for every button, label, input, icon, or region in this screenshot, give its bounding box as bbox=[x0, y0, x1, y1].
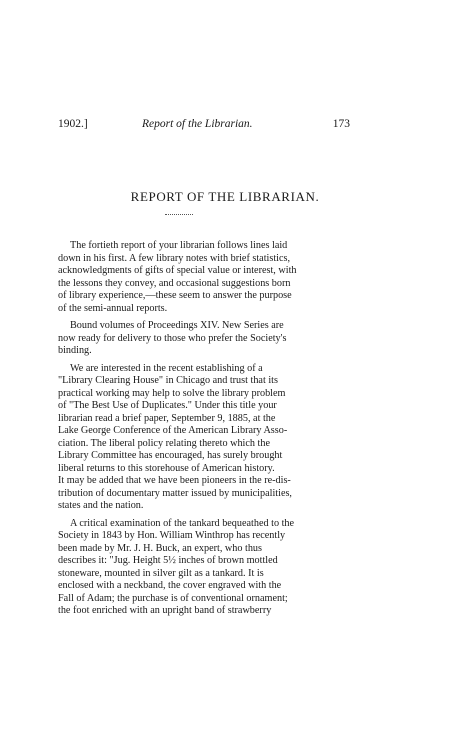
text-line: the lessons they convey, and occasional suggestions born bbox=[58, 277, 291, 289]
running-head-title: Report of the Librarian. bbox=[142, 118, 253, 130]
paragraph bbox=[58, 320, 350, 358]
page-title: REPORT OF THE LIBRARIAN. bbox=[130, 189, 320, 204]
text-line: practical working may help to solve the library problem bbox=[58, 387, 286, 399]
paragraph bbox=[58, 363, 350, 513]
title-divider bbox=[165, 214, 193, 215]
text-line: liberal returns to this storehouse of American history. bbox=[58, 462, 275, 474]
text-line: of "The Best Use of Duplicates." Under this title your bbox=[58, 400, 277, 411]
text-line: It may be added that we have been pioneers in the re-dis- bbox=[58, 475, 291, 486]
text-line: acknowledgments of gifts of special value or interest, with bbox=[58, 265, 297, 276]
page-number: 173 bbox=[332, 118, 350, 130]
text-line: of the semi-annual reports. bbox=[58, 302, 168, 314]
text-line: describes it: "Jug. Height 5½ inches of brown mottled bbox=[58, 555, 278, 566]
text-line: of library experience,—these seem to answer the purpose bbox=[58, 290, 292, 301]
text-line: Fall of Adam; the purchase is of conventional ornament; bbox=[58, 592, 288, 604]
text-line: Lake George Conference of the American Library Asso- bbox=[58, 425, 288, 436]
paragraph bbox=[58, 240, 350, 315]
text-line: A critical examination of the tankard bequeathed to the bbox=[70, 517, 295, 529]
text-line: We are interested in the recent establishing of a bbox=[70, 362, 263, 374]
text-line: down in his first. A few library notes with brief statistics, bbox=[58, 252, 291, 264]
text-line: Library Committee has encouraged, has surely brought bbox=[58, 450, 283, 461]
text-line: binding. bbox=[58, 345, 92, 356]
text-line: "Library Clearing House" in Chicago and trust that its bbox=[58, 375, 278, 386]
text-line: tribution of documentary matter issued by municipalities, bbox=[58, 487, 292, 499]
text-line: enclosed with a neckband, the cover engraved with the bbox=[58, 580, 282, 591]
text-line: stoneware, mounted in silver gilt as a tankard. It is bbox=[58, 567, 264, 579]
text-line: Society in 1843 by Hon. William Winthrop has recently bbox=[58, 530, 286, 541]
paragraph bbox=[58, 518, 350, 618]
running-head-year: 1902.] bbox=[58, 118, 88, 130]
text-line: the foot enriched with an upright band of strawberry bbox=[58, 605, 272, 616]
body-text bbox=[58, 240, 350, 623]
text-line: been made by Mr. J. H. Buck, an expert, who thus bbox=[58, 542, 262, 554]
text-line: ciation. The liberal policy relating thereto which the bbox=[58, 437, 270, 449]
text-line: The fortieth report of your librarian follows lines laid bbox=[70, 240, 288, 251]
text-line: states and the nation. bbox=[58, 500, 144, 511]
text-line: now ready for delivery to those who prefer the Society's bbox=[58, 332, 287, 344]
text-line: librarian read a brief paper, September 9, 1885, at the bbox=[58, 412, 276, 424]
text-line: Bound volumes of Proceedings XIV. New Series are bbox=[70, 320, 284, 331]
